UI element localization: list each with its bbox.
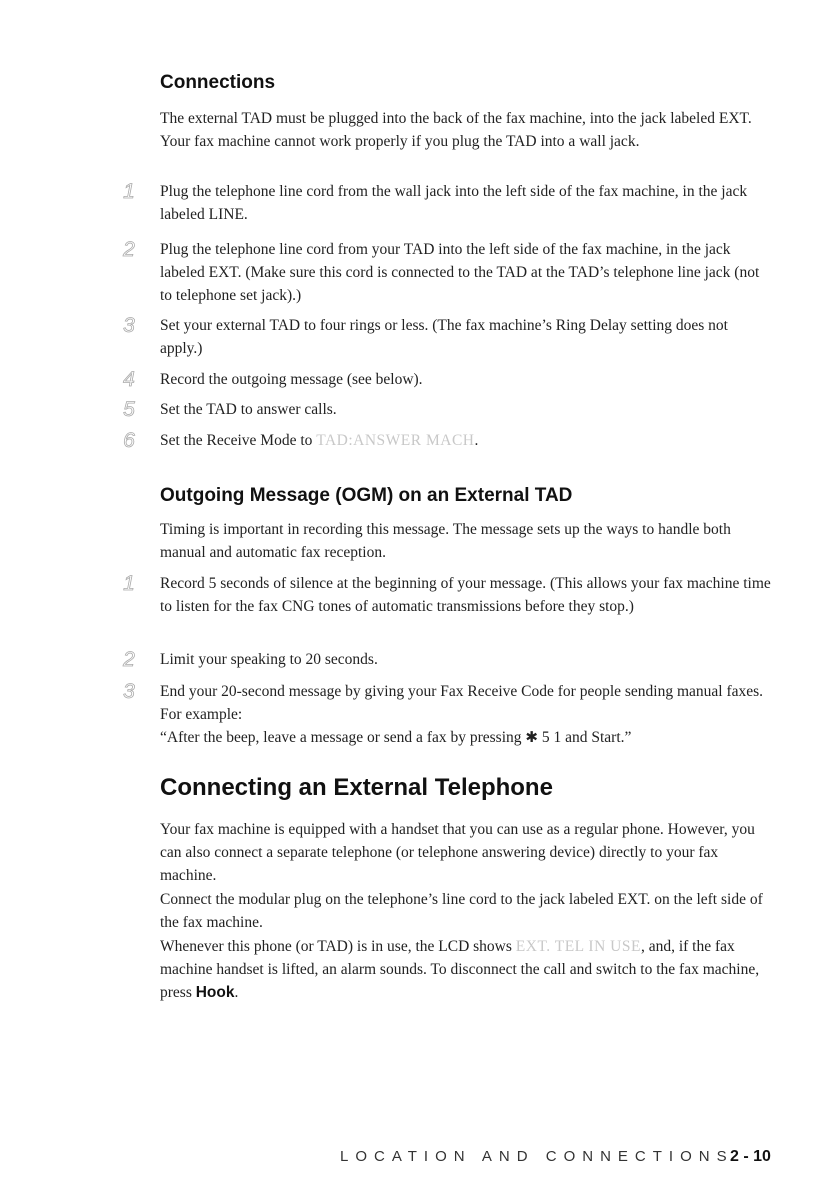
- step-number: 3: [123, 680, 135, 703]
- step-text: Record 5 seconds of silence at the beginning of your message. (This allows your fax machine time to listen for the fax CNG tones of automatic transmissions before they stop.): [160, 575, 771, 615]
- step-text-part: End your 20-second message by giving your Fax Receive Code for people sending manual faxes. For example:: [160, 683, 764, 723]
- para-part: .: [234, 984, 239, 1001]
- step-number: 1: [123, 180, 135, 203]
- step-text-part: .: [474, 432, 479, 449]
- step-number: 4: [123, 368, 135, 391]
- star-key-icon: ✱: [525, 728, 538, 746]
- connections-intro: The external TAD must be plugged into the back of the fax machine, into the jack labeled EXT. Your fax machine cannot work properly if you plug the TAD into a wall jack.: [160, 110, 752, 150]
- example-quote: [160, 729, 631, 746]
- connections-heading: Connections: [160, 72, 276, 93]
- step-text-part: Set the Receive Mode to: [160, 432, 317, 449]
- step-number: 1: [123, 572, 135, 595]
- external-telephone-para3: [160, 935, 772, 1004]
- lcd-text: TAD:ANSWER MACH: [316, 432, 475, 449]
- external-telephone-para2: Connect the modular plug on the telephone’s line cord to the jack labeled EXT. on the left side of the fax machine.: [160, 891, 763, 931]
- quote-part: “After the beep, leave a message or send a fax by pressing: [160, 729, 526, 746]
- para-part: Whenever this phone (or TAD) is in use, the LCD shows: [160, 938, 516, 955]
- lcd-text: EXT. TEL IN USE: [515, 938, 641, 955]
- page-number: 2 - 10: [730, 1148, 771, 1165]
- step-number: 2: [123, 238, 135, 261]
- step-text: Set your external TAD to four rings or less. (The fax machine’s Ring Delay setting does not apply.): [160, 317, 728, 357]
- step-number: 6: [123, 429, 135, 452]
- step-text: Limit your speaking to 20 seconds.: [160, 651, 378, 668]
- step-text: Set the TAD to answer calls.: [160, 401, 337, 418]
- ogm-intro: Timing is important in recording this message. The message sets up the ways to handle both manual and automatic fax reception.: [160, 521, 731, 561]
- page-footer: [340, 1148, 771, 1166]
- hook-key: Hook: [195, 984, 235, 1001]
- step-text: Record the outgoing message (see below).: [160, 371, 423, 388]
- quote-part: 5 1 and Start.”: [537, 729, 632, 746]
- step-text: Plug the telephone line cord from the wall jack into the left side of the fax machine, in the jack labeled LINE.: [160, 183, 748, 223]
- step-text: [160, 429, 772, 452]
- step-number: 2: [123, 648, 135, 671]
- step-number: 5: [123, 398, 135, 421]
- footer-chapter-title: LOCATION AND CONNECTIONS: [340, 1148, 734, 1165]
- step-text: Plug the telephone line cord from your TAD into the left side of the fax machine, in the jack labeled EXT. (Make sure this cord is connected to the TAD at the TAD’s telephone line jack (not to telephone set jack).): [160, 241, 760, 304]
- external-telephone-para1: Your fax machine is equipped with a handset that you can use as a regular phone. However, you can also connect a separate telephone (or telephone answering device) directly to your fax machine.: [160, 821, 755, 884]
- ogm-heading: Outgoing Message (OGM) on an External TAD: [160, 485, 573, 506]
- external-telephone-heading: Connecting an External Telephone: [160, 774, 553, 801]
- step-number: 3: [123, 314, 135, 337]
- para-part: , and, if the fax machine handset is lifted, an alarm sounds. To disconnect the call and switch to the fax machine, press: [160, 938, 760, 1001]
- step-text: [160, 680, 772, 749]
